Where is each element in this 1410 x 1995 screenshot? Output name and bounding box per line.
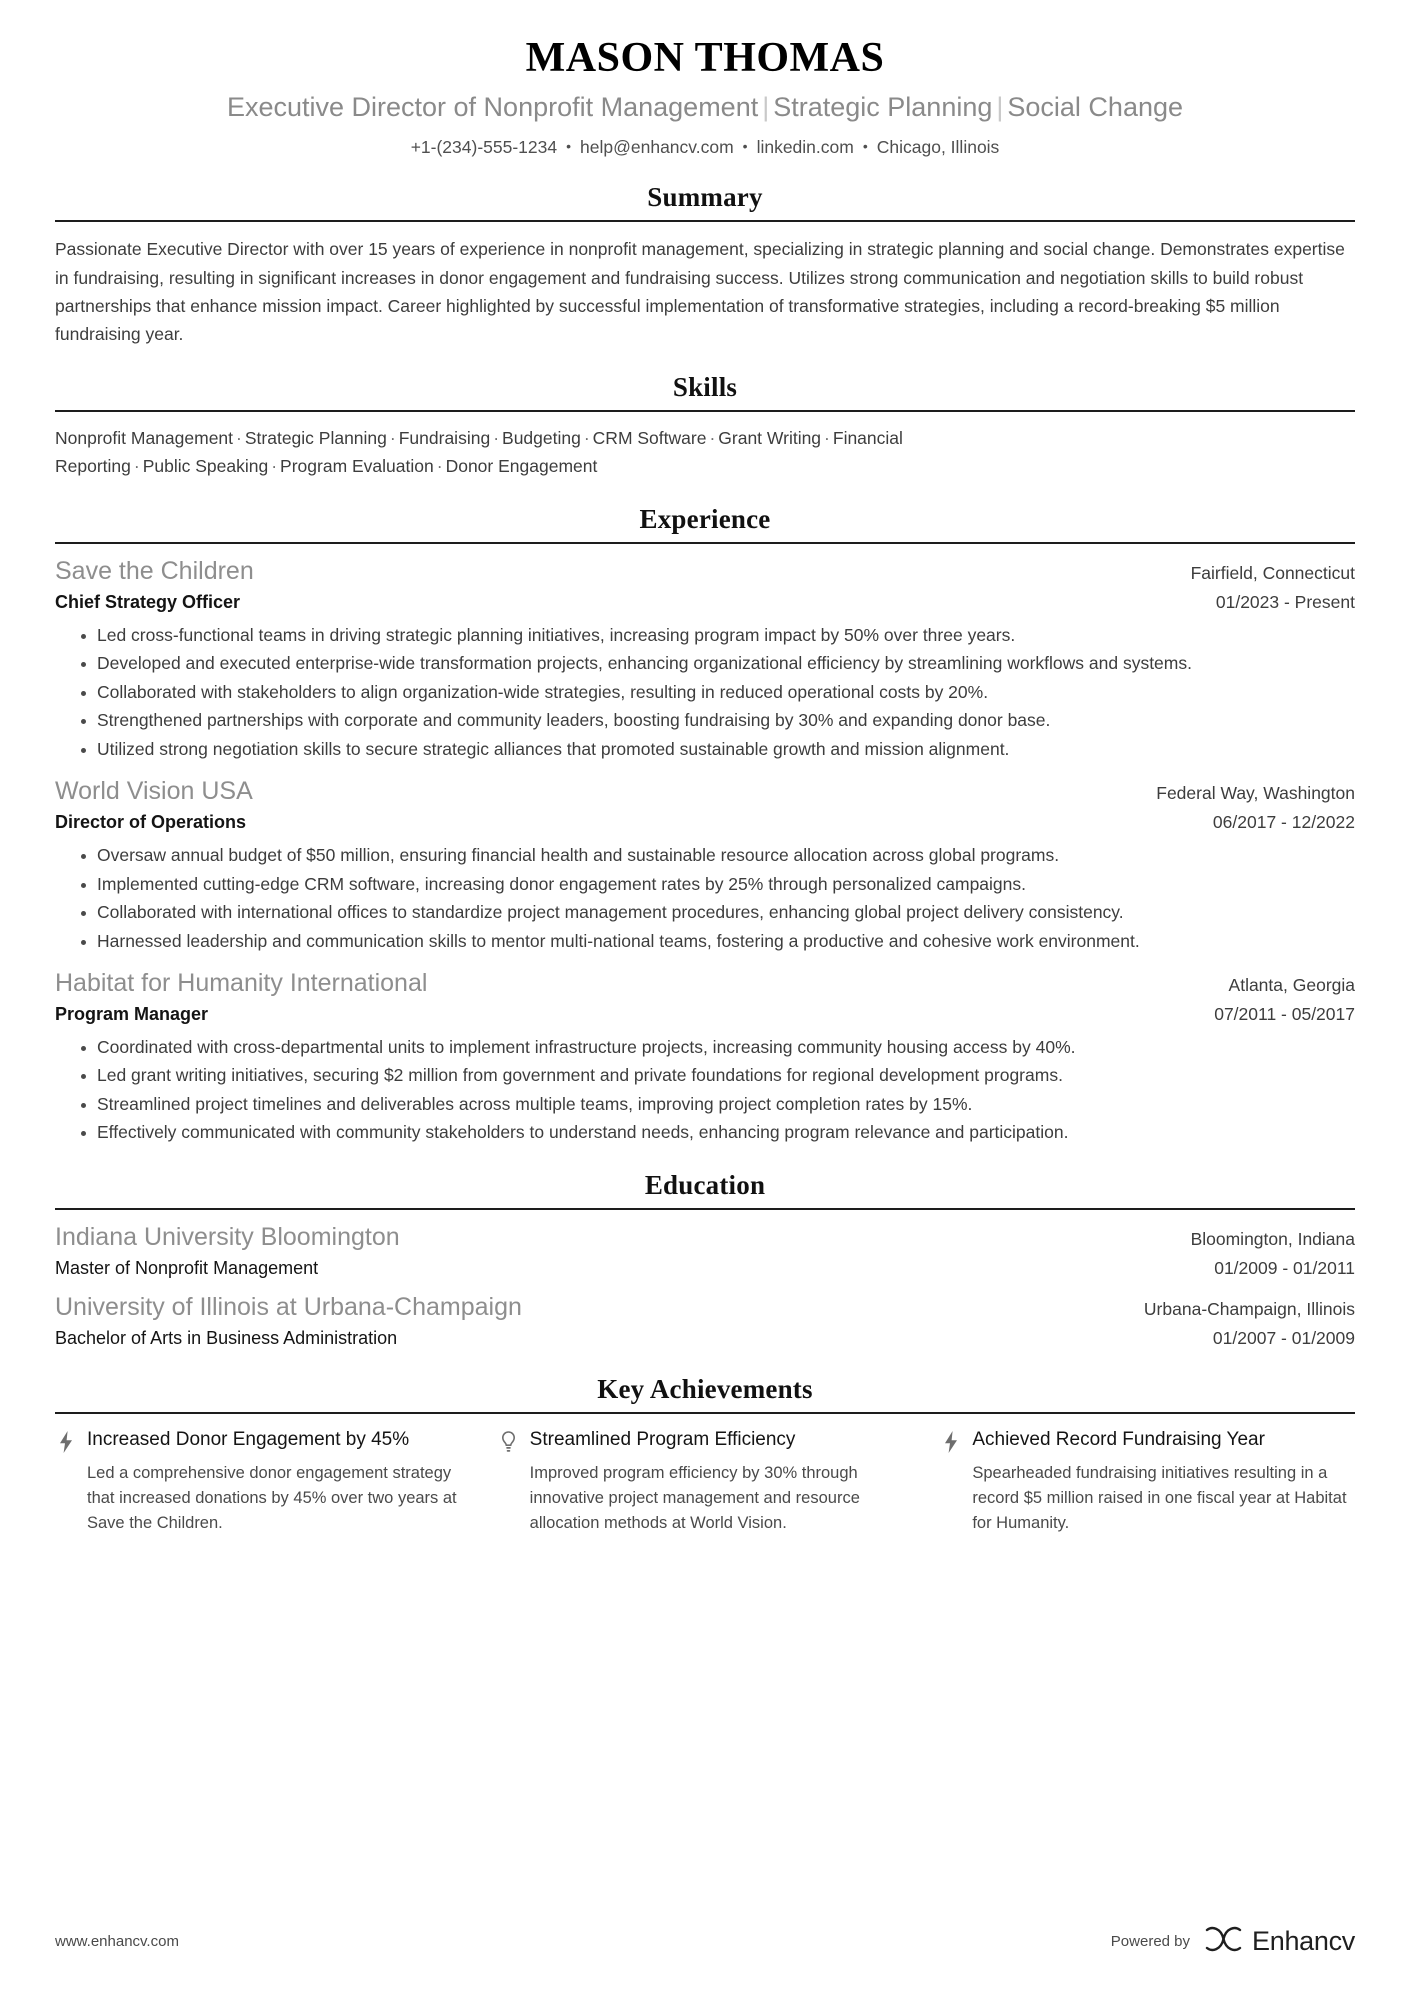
experience-entry — [55, 555, 1355, 763]
page-footer — [55, 1926, 1355, 1957]
achievement-item — [940, 1428, 1355, 1536]
contact-linkedin[interactable]: linkedin.com — [756, 137, 854, 158]
lightning-bolt-icon — [940, 1428, 962, 1453]
school-location: Urbana-Champaign, Illinois — [1143, 1299, 1355, 1320]
job-bullet: Led grant writing initiatives, securing $2 million from government and private foundations for regional development programs. — [81, 1062, 1355, 1089]
employer-name: World Vision USA — [55, 777, 253, 806]
skill-separator: · — [824, 427, 830, 448]
education-entries — [55, 1221, 1355, 1351]
experience-role-row — [55, 589, 1355, 615]
experience-entry — [55, 775, 1355, 955]
enhancv-wordmark: Enhancv — [1252, 1926, 1355, 1956]
achievement-title: Achieved Record Fundraising Year — [972, 1429, 1265, 1451]
school-name: University of Illinois at Urbana-Champaign — [55, 1293, 522, 1322]
job-bullet: Developed and executed enterprise-wide transformation projects, enhancing organizational efficiency by streamlining workflows and systems. — [81, 650, 1355, 677]
section-rule-skills — [55, 410, 1355, 412]
achievement-item — [498, 1428, 913, 1536]
achievement-grid — [55, 1428, 1355, 1536]
job-dates: 07/2011 - 05/2017 — [1214, 1003, 1355, 1024]
section-rule-achievements — [55, 1412, 1355, 1414]
experience-entry-header — [55, 775, 1355, 808]
achievement-body — [87, 1428, 470, 1536]
job-bullet: Harnessed leadership and communication skills to mentor multi-national teams, fostering a productive and cohesive work environment. — [81, 928, 1355, 955]
job-bullet-list — [55, 622, 1355, 763]
contact-line — [55, 136, 1355, 159]
skill-separator: · — [709, 427, 716, 448]
experience-role-row — [55, 1001, 1355, 1027]
education-entry — [55, 1291, 1355, 1351]
employer-location: Atlanta, Georgia — [1228, 975, 1355, 995]
achievement-body — [972, 1428, 1355, 1536]
job-bullet: Collaborated with stakeholders to align organization-wide strategies, resulting in reduced operational costs by 20%. — [81, 679, 1355, 706]
section-rule-summary — [55, 220, 1355, 222]
skill-separator: · — [493, 427, 500, 448]
skill-item: CRM Software — [592, 427, 707, 448]
powered-by-label: Powered by — [1110, 1933, 1191, 1950]
skill-separator: · — [236, 427, 242, 448]
headline-separator-0: | — [762, 92, 770, 123]
skill-item: Strategic Planning — [244, 427, 387, 448]
skill-item: Donor Engagement — [445, 456, 598, 477]
job-bullet: Oversaw annual budget of $50 million, ensuring financial health and sustainable resource allocation across global programs. — [81, 842, 1355, 869]
skill-item: Grant Writing — [718, 427, 822, 448]
skills-list — [55, 424, 1015, 481]
achievement-description: Improved program efficiency by 30% through innovative project management and resource allocation methods at World Vision. — [529, 1463, 860, 1533]
job-bullet: Utilized strong negotiation skills to secure strategic alliances that promoted sustainable growth and mission alignment. — [81, 736, 1355, 763]
experience-entries — [55, 555, 1355, 1147]
section-achievements — [55, 1373, 1355, 1536]
skill-item: Public Speaking — [142, 456, 269, 477]
job-bullet-list — [55, 842, 1355, 955]
enhancv-logo — [1204, 1926, 1355, 1957]
skill-separator: · — [133, 456, 140, 477]
job-bullet: Collaborated with international offices to standardize project management procedures, enhancing global project delivery consistency. — [81, 899, 1355, 926]
achievement-description: Led a comprehensive donor engagement strategy that increased donations by 45% over two years at Save the Children. — [87, 1463, 457, 1533]
degree-dates: 01/2009 - 01/2011 — [1214, 1257, 1355, 1278]
employer-location: Fairfield, Connecticut — [1190, 563, 1355, 584]
achievement-description: Spearheaded fundraising initiatives resulting in a record $5 million raised in one fiscal year at Habitat for Humanity. — [972, 1463, 1347, 1533]
headline-part-2: Social Change — [1007, 92, 1184, 123]
job-dates: 06/2017 - 12/2022 — [1212, 811, 1355, 832]
experience-entry-header — [55, 555, 1355, 588]
skill-item: Fundraising — [398, 427, 491, 448]
contact-dot-0: • — [566, 138, 572, 155]
section-title-experience: Experience — [639, 503, 771, 534]
achievement-title: Increased Donor Engagement by 45% — [87, 1429, 410, 1451]
job-bullet: Strengthened partnerships with corporate and community leaders, boosting fundraising by 30% and expanding donor base. — [81, 707, 1355, 734]
section-title-education: Education — [644, 1169, 766, 1200]
job-bullet: Implemented cutting-edge CRM software, increasing donor engagement rates by 25% through personalized campaigns. — [81, 871, 1355, 898]
headline-separator-1: | — [996, 92, 1004, 123]
job-bullet-list — [55, 1034, 1355, 1147]
section-education — [55, 1169, 1355, 1351]
job-title: Program Manager — [55, 1003, 209, 1024]
employer-location: Federal Way, Washington — [1156, 783, 1355, 804]
headline-part-1: Strategic Planning — [773, 92, 993, 123]
degree-name: Bachelor of Arts in Business Administration — [55, 1327, 398, 1348]
section-title-achievements: Key Achievements — [597, 1373, 813, 1404]
school-location: Bloomington, Indiana — [1190, 1229, 1355, 1250]
section-rule-education — [55, 1208, 1355, 1210]
job-bullet: Streamlined project timelines and deliverables across multiple teams, improving project completion rates by 15%. — [81, 1091, 1355, 1118]
job-bullet: Effectively communicated with community stakeholders to understand needs, enhancing program relevance and participation. — [81, 1119, 1355, 1146]
contact-email[interactable]: help@enhancv.com — [580, 137, 734, 158]
contact-dot-2: • — [862, 138, 868, 155]
skill-separator: · — [436, 456, 443, 477]
achievement-title: Streamlined Program Efficiency — [529, 1429, 796, 1451]
section-title-skills: Skills — [672, 371, 738, 402]
section-summary — [55, 181, 1355, 349]
experience-role-row — [55, 809, 1355, 835]
summary-text: Passionate Executive Director with over 15 years of experience in nonprofit management, specializing in strategic planning and social change. Demonstrates expertise in fundraising, resulting in significant increases in donor engagement and fundraising success. Utilizes strong communication and negotiation skills to build robust partnerships that enhance mission impact. Career highlighted by successful implementation of transformative strategies, including a record-breaking $5 million fundraising year. — [55, 239, 1345, 345]
employer-name: Habitat for Humanity International — [55, 969, 428, 997]
contact-dot-1: • — [742, 138, 748, 155]
skill-item: Nonprofit Management — [55, 427, 234, 448]
degree-dates: 01/2007 - 01/2009 — [1212, 1327, 1355, 1348]
achievement-body — [530, 1428, 913, 1536]
job-title: Chief Strategy Officer — [55, 591, 241, 612]
experience-entry-header — [55, 967, 1355, 1000]
lightning-bolt-icon — [55, 1428, 77, 1453]
enhancv-mark-icon — [1204, 1926, 1244, 1957]
experience-entry — [55, 967, 1355, 1147]
education-entry-header — [55, 1291, 1355, 1324]
school-name: Indiana University Bloomington — [55, 1223, 400, 1252]
skill-separator: · — [389, 427, 396, 448]
section-rule-experience — [55, 542, 1355, 544]
job-title: Director of Operations — [55, 811, 247, 832]
section-experience — [55, 503, 1355, 1147]
lightbulb-icon — [498, 1428, 520, 1453]
achievement-item — [55, 1428, 470, 1536]
candidate-headline — [55, 91, 1355, 125]
employer-name: Save the Children — [55, 557, 254, 586]
skill-separator: · — [271, 456, 278, 477]
education-entry — [55, 1221, 1355, 1281]
skill-item: Program Evaluation — [280, 456, 434, 477]
section-skills — [55, 371, 1355, 481]
skill-item: Financial Reporting — [55, 427, 903, 477]
footer-website-url[interactable]: www.enhancv.com — [55, 1933, 179, 1950]
degree-name: Master of Nonprofit Management — [55, 1257, 319, 1278]
resume-header — [55, 28, 1355, 159]
job-bullet: Coordinated with cross-departmental units to implement infrastructure projects, increasing community housing access by 40%. — [81, 1034, 1355, 1061]
candidate-name: MASON THOMAS — [525, 35, 885, 81]
headline-part-0: Executive Director of Nonprofit Management — [226, 92, 759, 123]
education-degree-row — [55, 1325, 1355, 1351]
skill-separator: · — [583, 427, 590, 448]
contact-phone: +1-(234)-555-1234 — [410, 137, 558, 158]
contact-location: Chicago, Illinois — [876, 137, 1000, 158]
education-entry-header — [55, 1221, 1355, 1254]
education-degree-row — [55, 1255, 1355, 1281]
skill-item: Budgeting — [502, 427, 581, 448]
section-title-summary: Summary — [647, 181, 763, 212]
job-dates: 01/2023 - Present — [1215, 591, 1355, 612]
job-bullet: Led cross-functional teams in driving strategic planning initiatives, increasing program impact by 50% over three years. — [81, 622, 1355, 649]
footer-branding — [1111, 1926, 1355, 1957]
